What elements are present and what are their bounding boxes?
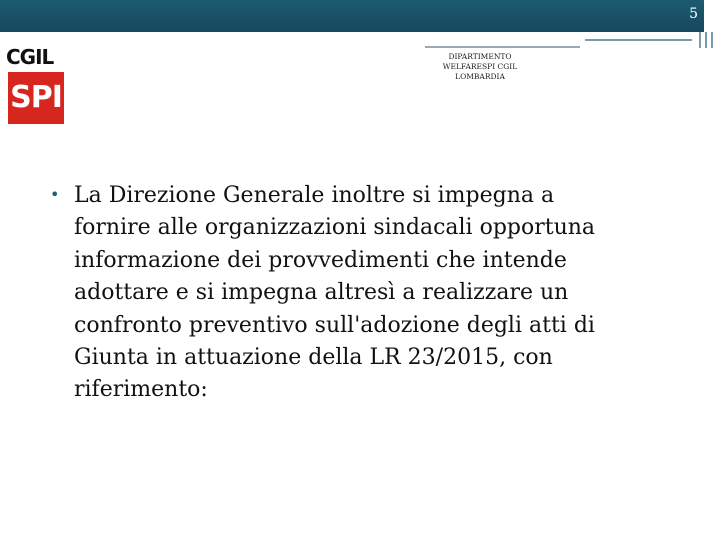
slide-header-bar <box>0 0 704 32</box>
logo-cgil-text: CGIL <box>6 45 54 69</box>
department-line-2: WELFARESPI CGIL <box>442 62 518 71</box>
logo-spi-text: SPI <box>10 80 62 115</box>
decorative-lines <box>0 30 720 50</box>
department-line-1: DIPARTIMENTO <box>448 52 512 61</box>
department-line-3: LOMBARDIA <box>455 72 505 81</box>
department-label <box>425 52 535 82</box>
bullet-icon: • <box>50 185 60 204</box>
header-bar-corner <box>704 0 720 32</box>
cgil-spi-logo <box>6 46 64 126</box>
slide-number: 5 <box>689 6 698 22</box>
bullet-paragraph: La Direzione Generale inoltre si impegna a fornire alle organizzazioni sindacali opportuna informazione dei provvedimenti che intende adottare e si impegna altresì a realizzare un confronto preventivo sull'adozione degli atti di Giunta in attuazione della LR 23/2015, con riferimento: <box>74 183 596 403</box>
